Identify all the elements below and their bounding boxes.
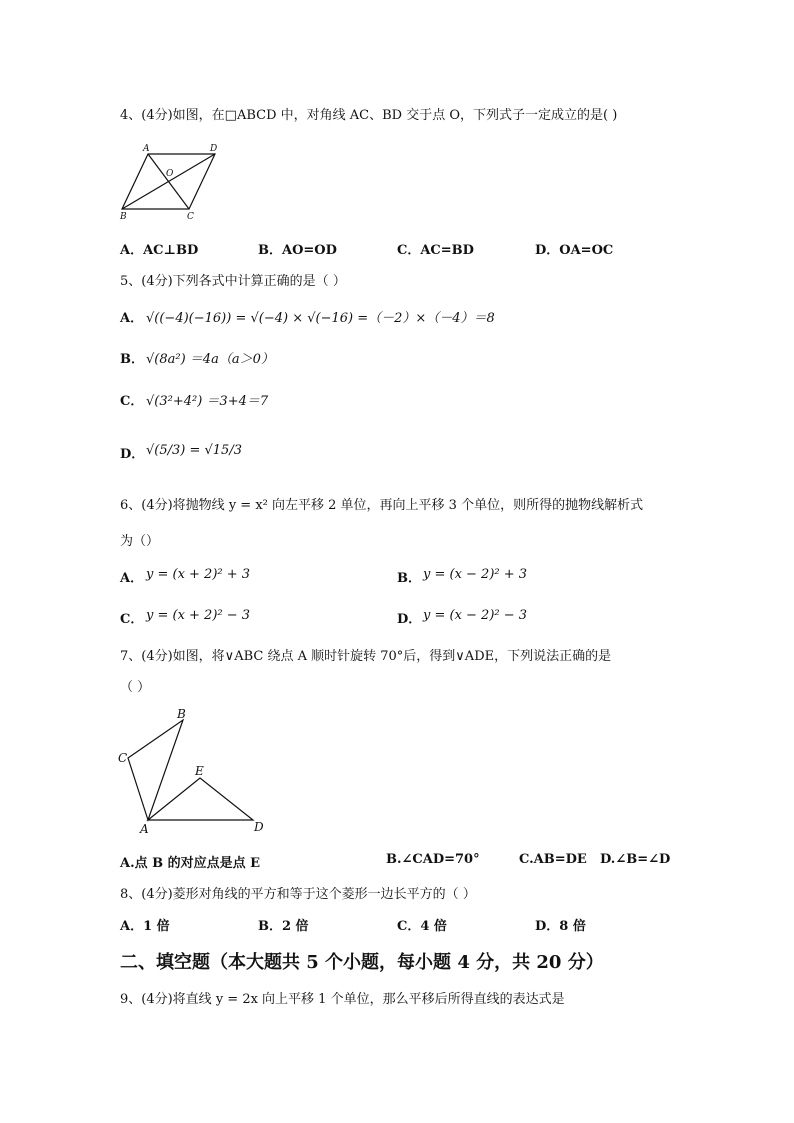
label-o: O [166, 169, 174, 179]
q5-option-a-expr: √((−4)(−16)) = √(−4) × √(−16) =（－2）×（－4）＝8 [146, 311, 495, 326]
q8-option-d: D．8 倍 [535, 919, 586, 934]
q6-option-d-expr: y = (x − 2)² − 3 [423, 608, 528, 623]
label-c: C [118, 751, 128, 765]
label-d: D [210, 144, 218, 154]
q7-rotation-figure [110, 700, 280, 840]
q4-option-d: D．OA=OC [535, 243, 614, 258]
q5-option-b-expr: √(8a²) ＝4a（a＞0） [146, 352, 274, 367]
label-b: B [177, 707, 186, 721]
q7-stem-line1: 7、(4分)如图，将∨ABC 绕点 A 顺时针旋转 70°后，得到∨ADE，下列说法正确的是 [120, 649, 612, 664]
q6-stem-line2: 为（） [120, 534, 160, 549]
q8-option-b: B．2 倍 [258, 919, 309, 934]
q8-option-a: A．1 倍 [120, 919, 170, 934]
q5-option-d-expr: √(5/3) = √15/3 [146, 443, 242, 458]
triangle-abc [128, 720, 183, 820]
q5-option-c-expr: √(3²+4²) ＝3+4＝7 [146, 394, 269, 409]
q6-option-c-expr: y = (x + 2)² − 3 [146, 608, 251, 623]
triangle-ade [148, 778, 253, 820]
q5-option-a-letter: A． [120, 311, 144, 326]
label-c: C [187, 212, 194, 222]
q6-option-c-letter: C． [120, 612, 144, 627]
q7-stem-line2: （ ） [120, 680, 151, 695]
q4-parallelogram-figure [110, 140, 230, 225]
q7-option-d: D.∠B=∠D [600, 852, 671, 867]
q4-stem: 4、(4分)如图，在□ABCD 中，对角线 AC、BD 交于点 O，下列式子一定成立的是( ) [120, 108, 618, 123]
q6-stem-line1: 6、(4分)将抛物线 y = x² 向左平移 2 单位，再向上平移 3 个单位，则所得的抛物线解析式 [120, 498, 644, 513]
q7-option-b: B.∠CAD=70° [386, 852, 480, 867]
q6-option-b-letter: B． [397, 571, 421, 586]
section-2-heading: 二、填空题（本大题共 5 个小题，每小题 4 分，共 20 分） [120, 952, 604, 973]
q6-option-b-expr: y = (x − 2)² + 3 [423, 567, 528, 582]
label-b: B [120, 212, 127, 222]
label-d: D [254, 820, 264, 834]
q7-option-c: C.AB=DE [519, 852, 587, 867]
q6-option-a-expr: y = (x + 2)² + 3 [146, 567, 251, 582]
q5-option-b-letter: B． [120, 352, 144, 367]
label-e: E [195, 764, 204, 778]
q6-option-d-letter: D． [397, 612, 422, 627]
q4-option-b: B．AO=OD [258, 243, 337, 258]
diagonal-bd [122, 154, 215, 209]
q4-option-a: A．AC⊥BD [120, 243, 199, 258]
q5-option-c-letter: C． [120, 394, 144, 409]
q5-option-d-letter: D． [120, 447, 145, 462]
q8-option-c: C．4 倍 [397, 919, 447, 934]
q5-stem: 5、(4分)下列各式中计算正确的是（ ） [120, 274, 346, 289]
q8-stem: 8、(4分)菱形对角线的平方和等于这个菱形一边长平方的（ ） [120, 887, 476, 902]
q6-option-a-letter: A． [120, 571, 144, 586]
label-a: A [140, 822, 149, 836]
label-a: A [143, 144, 150, 154]
q9-stem: 9、(4分)将直线 y = 2x 向上平移 1 个单位，那么平移后所得直线的表达式是 [120, 992, 565, 1007]
q4-option-c: C．AC=BD [397, 243, 474, 258]
q7-option-a: A.点 B 的对应点是点 E [120, 856, 261, 871]
